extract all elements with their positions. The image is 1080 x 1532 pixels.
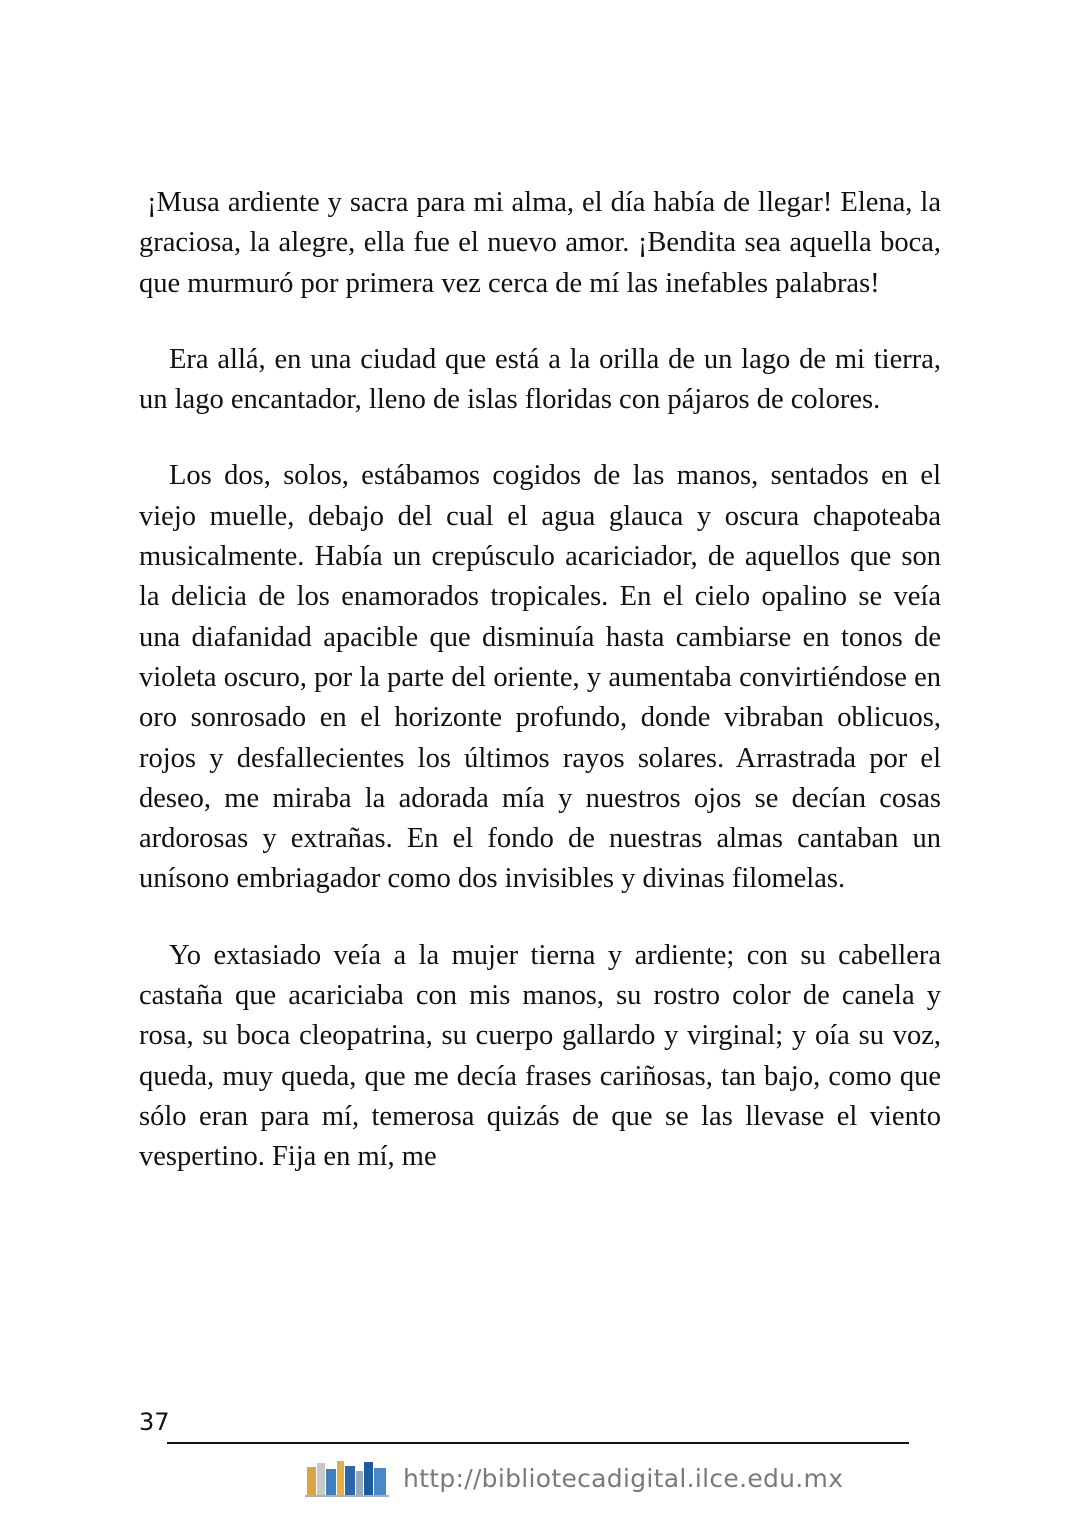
page-number: 37 — [139, 1408, 170, 1436]
page-body — [139, 183, 941, 1214]
books-logo-icon — [305, 1459, 389, 1497]
footer-url: http://bibliotecadigital.ilce.edu.mx — [403, 1463, 844, 1493]
paragraph-2: Era allá, en una ciudad que está a la orilla de un lago de mi tierra, un lago encantador, lleno de islas floridas con pájaros de colores. — [139, 343, 941, 416]
page-footer — [139, 1408, 941, 1528]
paragraph-1: ¡Musa ardiente y sacra para mi alma, el día había de llegar! Elena, la graciosa, la alegre, ella fue el nuevo amor. ¡Bendita sea aquella boca, que murmuró por primera vez cerca de mí las inefables palabras! — [139, 187, 941, 299]
footer-source — [305, 1458, 843, 1498]
paragraph-4: Yo extasiado veía a la mujer tierna y ardiente; con su cabellera castaña que acariciaba con mis manos, su rostro color de canela y rosa, su boca cleopatrina, su cuerpo gallardo y virginal; y oía su voz, queda, muy queda, que me decía frases cariñosas, tan bajo, como que sólo eran para mí, temerosa quizás de que se las llevase el viento vespertino. Fija en mí, me — [139, 939, 941, 1173]
paragraph-3: Los dos, solos, estábamos cogidos de las manos, sentados en el viejo muelle, debajo del cual el agua glauca y oscura chapoteaba musicalmente. Había un crepúsculo acariciador, de aquellos que son la delicia de los enamorados tropicales. En el cielo opalino se veía una diafanidad apacible que disminuía hasta cambiarse en tonos de violeta oscuro, por la parte del oriente, y aumentaba convirtiéndose en oro sonrosado en el horizonte profundo, donde vibraban oblicuos, rojos y desfallecientes los últimos rayos solares. Arrastrada por el deseo, me miraba la adorada mía y nuestros ojos se decían cosas ardorosas y extrañas. En el fondo de nuestras almas cantaban un unísono embriagador como dos invisibles y divinas filomelas. — [139, 460, 941, 895]
footer-divider — [167, 1442, 909, 1444]
